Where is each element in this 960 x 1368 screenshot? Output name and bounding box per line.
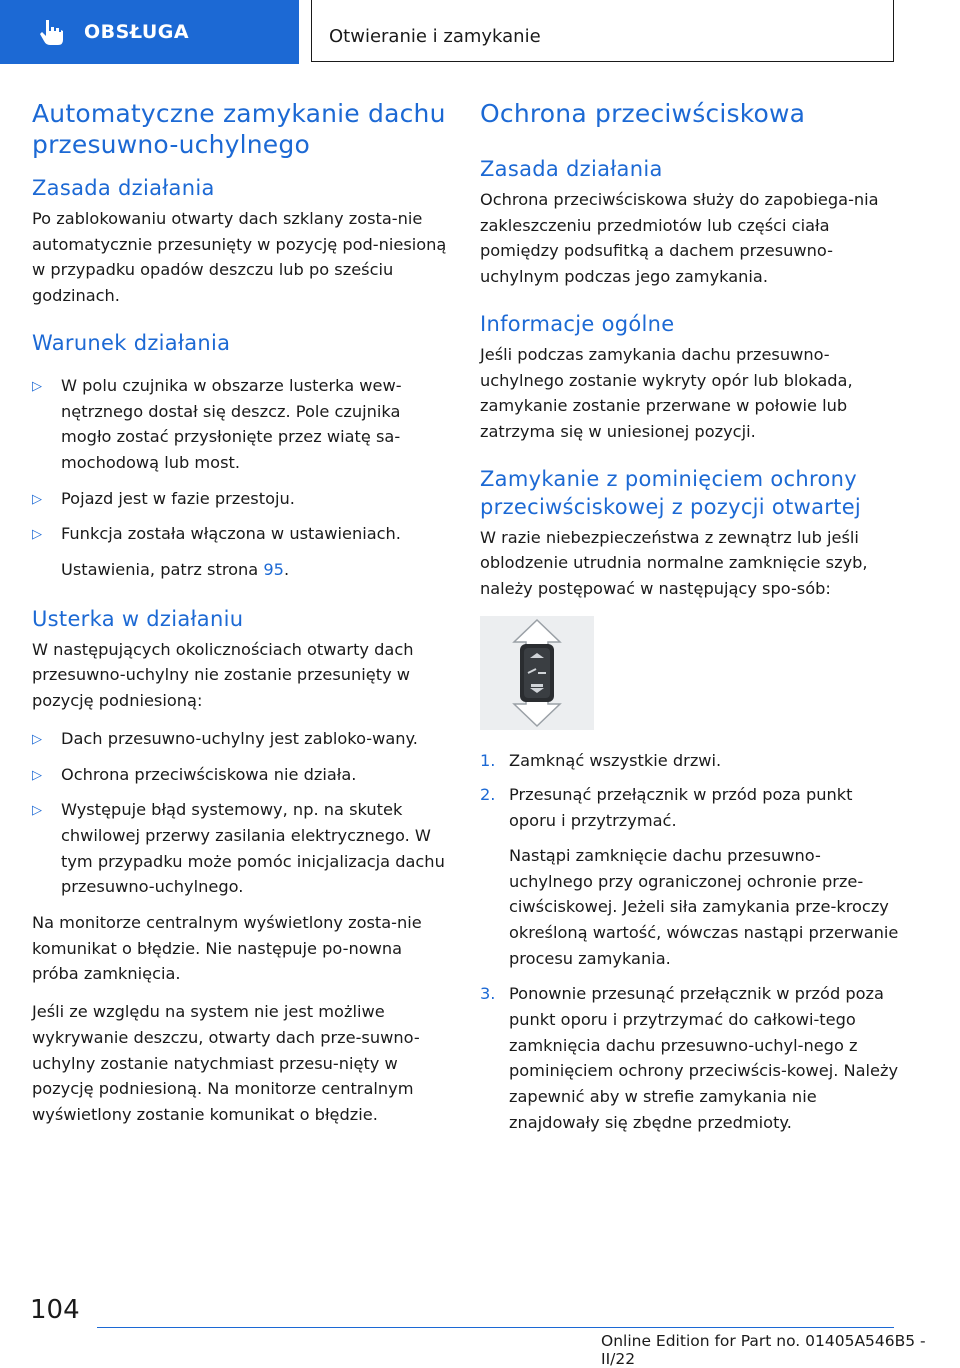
triangle-bullet-icon: ▷ xyxy=(32,803,42,819)
step-note: Nastąpi zamknięcie dachu przesuwno-uchylnego przy ograniczonej ochronie prze-ciwściskowej. Jeżeli siła zamykania prze-kroczy określoną wartość, wówczas nastąpi przerwanie procesu zamykania. xyxy=(509,845,899,968)
right-s3-heading: Zamykanie z pominięciem ochrony przeciwściskowej z pozycji otwartej xyxy=(480,466,862,519)
right-title: Ochrona przeciwściskowa xyxy=(480,99,806,128)
list-item: ▷ Dach przesuwno-uchylny jest zabloko-wany. xyxy=(32,726,452,752)
right-s1-text: Ochrona przeciwściskowa służy do zapobiega-nia zakleszczeniu przedmiotów lub części ciała pomiędzy podsufitką a dachem przesuwno-uchylnym podczas jego zamykania. xyxy=(480,190,879,287)
right-s3-text: W razie niebezpieczeństwa z zewnątrz lub jeśli oblodzenie utrudnia normalne zamknięcie szyb, należy postępować w następujący spo-sób: xyxy=(480,527,868,599)
section-tab xyxy=(0,0,299,64)
footer-divider xyxy=(97,1327,894,1328)
left-column xyxy=(32,98,452,1128)
right-column xyxy=(480,98,900,1145)
list-item: ▷ W polu czujnika w obszarze lusterka wew-nętrznego dostał się deszcz. Pole czujnika mogło zostać przysłonięte przez wiatę sa-mochodową lub most. xyxy=(32,375,402,472)
step-item: 2. Przesunąć przełącznik w przód poza punkt oporu i przytrzymać. xyxy=(480,785,853,831)
triangle-bullet-icon: ▷ xyxy=(32,527,42,543)
roof-switch-illustration xyxy=(480,616,594,730)
left-s1-text: Po zablokowaniu otwarty dach szklany zosta-nie automatycznie przesunięty w pozycję pod-niesioną w przypadku opadów deszczu lub po sześciu godzinach. xyxy=(32,209,447,306)
list-item: ▷ Pojazd jest w fazie przestoju. xyxy=(32,486,452,512)
right-s2-text: Jeśli podczas zamykania dachu przesuwno-uchylnego zostanie wykryty opór lub blokada, zamykanie zostanie przerwane w połowie lub zatrzyma się w uniesionej pozycji. xyxy=(480,344,853,441)
chapter-header xyxy=(311,0,894,62)
left-s3-heading: Usterka w działaniu xyxy=(32,606,244,631)
left-title: Automatyczne zamykanie dachu przesuwno-uchylnego xyxy=(32,99,446,159)
triangle-bullet-icon: ▷ xyxy=(32,378,42,394)
left-s3-p2: Jeśli ze względu na system nie jest możliwe wykrywanie deszczu, otwarty dach prze-suwno-uchylny zostanie natychmiast przesu-nięty w pozycję podniesioną. Na monitorze centralnym wyświetlony zostanie komunikat o błędzie. xyxy=(32,1002,420,1124)
left-s2-heading: Warunek działania xyxy=(32,330,231,355)
list-item: ▷ Funkcja została włączona w ustawieniach. xyxy=(32,521,452,547)
chapter-title: Otwieranie i zamykanie xyxy=(329,26,541,47)
list-item: ▷ Ochrona przeciwściskowa nie działa. xyxy=(32,762,452,788)
list-item: ▷ Występuje błąd systemowy, np. na skutek chwilowej przerwy zasilania elektrycznego. W tym przypadku może pomóc inicjalizacja dachu przesuwno-uchylnego. xyxy=(32,800,445,897)
left-s3-p1: Na monitorze centralnym wyświetlony zosta-nie komunikat o błędzie. Nie następuje po-nowna próba zamknięcia. xyxy=(32,913,422,984)
settings-reference: Ustawienia, patrz strona 95. xyxy=(61,560,290,580)
right-s1-heading: Zasada działania xyxy=(480,157,663,181)
hand-pointer-icon xyxy=(38,18,64,46)
roof-switch-icon xyxy=(480,616,594,730)
left-s1-heading: Zasada działania xyxy=(32,176,215,200)
edition-footer: Online Edition for Part no. 01405A546B5 - II/22 xyxy=(601,1332,926,1368)
triangle-bullet-icon: ▷ xyxy=(32,491,42,507)
page-link[interactable]: 95 xyxy=(263,560,284,580)
left-s3-text: W następujących okolicznościach otwarty dach przesuwno-uchylny nie zostanie przesunięty w pozycję podniesioną: xyxy=(32,639,414,711)
step-item: 3. Ponownie przesunąć przełącznik w przód poza punkt oporu i przytrzymać do całkowi-tego zamknięcia dachu przesuwno-uchyl-nego z pominięciem ochrony przeciwścis-kowej. Należy zapewnić aby w strefie zamykania nie znajdowały się zbędne przedmioty. xyxy=(480,984,899,1132)
step-item: 1. Zamknąć wszystkie drzwi. xyxy=(480,750,722,770)
triangle-bullet-icon: ▷ xyxy=(32,767,42,783)
triangle-bullet-icon: ▷ xyxy=(32,731,42,747)
page-number: 104 xyxy=(30,1295,80,1325)
right-s2-heading: Informacje ogólne xyxy=(480,311,675,336)
section-label: OBSŁUGA xyxy=(84,21,190,43)
